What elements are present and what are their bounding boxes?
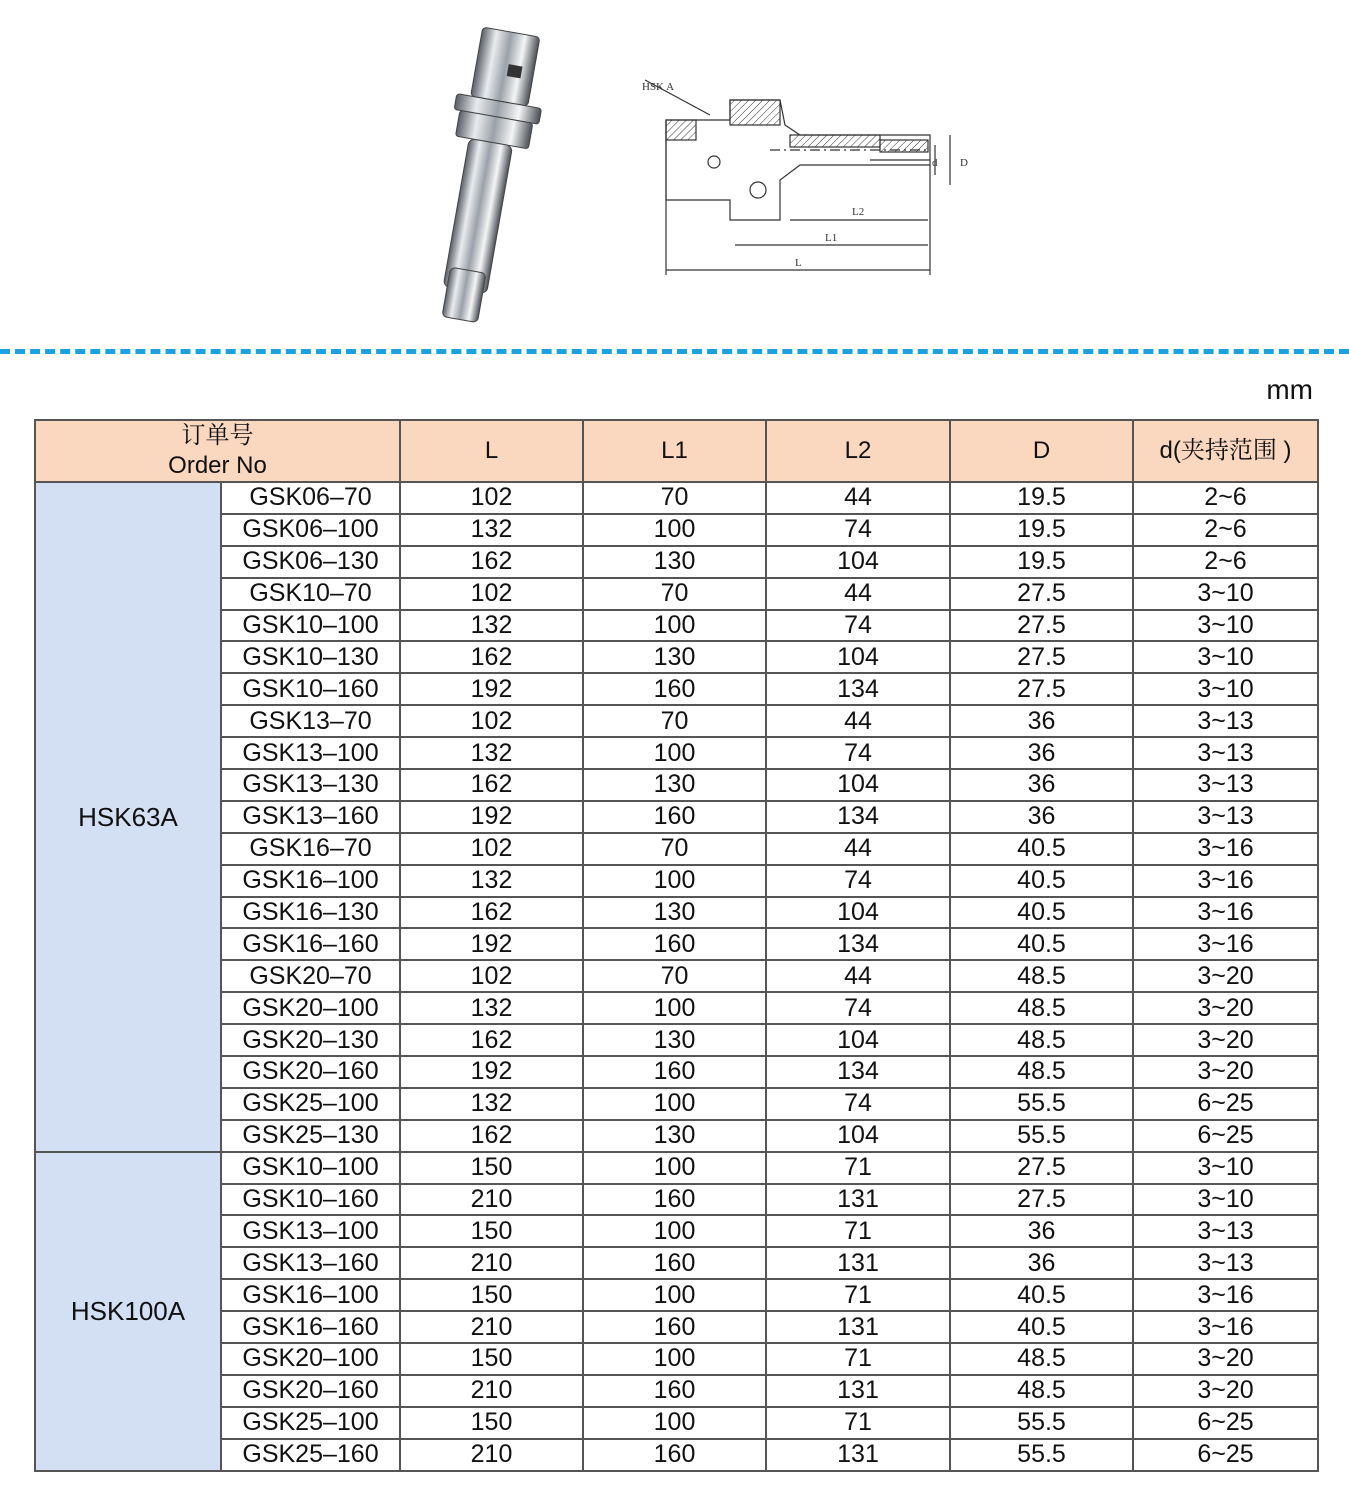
cell-L2: 104 xyxy=(766,641,950,673)
cell-d: 6~25 xyxy=(1133,1120,1318,1152)
cell-d: 3~20 xyxy=(1133,1024,1318,1056)
cell-L: 210 xyxy=(400,1247,583,1279)
cell-d: 6~25 xyxy=(1133,1088,1318,1120)
cell-D: 40.5 xyxy=(950,1311,1133,1343)
drawing-label-d: d xyxy=(932,157,938,169)
drawing-label-l: L xyxy=(795,257,802,269)
cell-D: 19.5 xyxy=(950,514,1133,546)
cell-L1: 160 xyxy=(583,928,766,960)
cell-d: 3~10 xyxy=(1133,673,1318,705)
cell-L2: 44 xyxy=(766,578,950,610)
cell-D: 48.5 xyxy=(950,1375,1133,1407)
header-order-no xyxy=(35,420,400,482)
cell-L1: 100 xyxy=(583,1279,766,1311)
cell-D: 48.5 xyxy=(950,1024,1133,1056)
table-row xyxy=(35,1247,1318,1279)
table-row xyxy=(35,1279,1318,1311)
cell-L1: 160 xyxy=(583,1311,766,1343)
cell-d: 3~13 xyxy=(1133,705,1318,737)
group-label: HSK100A xyxy=(35,1152,221,1471)
cell-L2: 74 xyxy=(766,737,950,769)
cell-L1: 70 xyxy=(583,960,766,992)
cell-L2: 44 xyxy=(766,960,950,992)
cell-L2: 104 xyxy=(766,897,950,929)
cell-D: 36 xyxy=(950,737,1133,769)
cell-order-no: GSK10–160 xyxy=(221,673,400,705)
cell-order-no: GSK13–100 xyxy=(221,1215,400,1247)
table-row xyxy=(35,1184,1318,1216)
cell-L2: 74 xyxy=(766,610,950,642)
cell-order-no: GSK25–100 xyxy=(221,1407,400,1439)
cell-order-no: GSK13–160 xyxy=(221,801,400,833)
cell-order-no: GSK20–100 xyxy=(221,992,400,1024)
cell-D: 40.5 xyxy=(950,1279,1133,1311)
cell-order-no: GSK10–100 xyxy=(221,610,400,642)
cell-L: 150 xyxy=(400,1279,583,1311)
cell-order-no: GSK20–100 xyxy=(221,1343,400,1375)
cell-D: 27.5 xyxy=(950,673,1133,705)
table-row xyxy=(35,1120,1318,1152)
cell-L: 132 xyxy=(400,1088,583,1120)
cell-D: 27.5 xyxy=(950,1152,1133,1184)
cell-L1: 130 xyxy=(583,641,766,673)
technical-drawing xyxy=(630,70,1010,290)
table-row xyxy=(35,1088,1318,1120)
table-row xyxy=(35,928,1318,960)
cell-L2: 74 xyxy=(766,992,950,1024)
cell-order-no: GSK20–160 xyxy=(221,1056,400,1088)
cell-d: 3~20 xyxy=(1133,992,1318,1024)
header-order-cn: 订单号 xyxy=(181,422,254,449)
cell-L1: 100 xyxy=(583,1215,766,1247)
cell-order-no: GSK06–70 xyxy=(221,482,400,514)
cell-L1: 130 xyxy=(583,1120,766,1152)
cell-order-no: GSK16–100 xyxy=(221,1279,400,1311)
table-row xyxy=(35,1343,1318,1375)
group-label: HSK63A xyxy=(35,482,221,1152)
product-figure-area xyxy=(0,0,1349,340)
cell-D: 36 xyxy=(950,769,1133,801)
table-row xyxy=(35,578,1318,610)
cell-L: 210 xyxy=(400,1439,583,1471)
cell-d: 3~20 xyxy=(1133,960,1318,992)
cell-d: 6~25 xyxy=(1133,1439,1318,1471)
cell-D: 55.5 xyxy=(950,1088,1133,1120)
cell-L2: 74 xyxy=(766,865,950,897)
cell-L2: 131 xyxy=(766,1184,950,1216)
cell-D: 55.5 xyxy=(950,1407,1133,1439)
cell-L1: 100 xyxy=(583,865,766,897)
cell-L2: 71 xyxy=(766,1152,950,1184)
cell-L1: 130 xyxy=(583,1024,766,1056)
cell-L: 132 xyxy=(400,610,583,642)
cell-order-no: GSK13–70 xyxy=(221,705,400,737)
cell-L: 210 xyxy=(400,1311,583,1343)
cell-order-no: GSK25–100 xyxy=(221,1088,400,1120)
section-divider xyxy=(0,349,1349,354)
cell-L: 132 xyxy=(400,514,583,546)
cell-L2: 71 xyxy=(766,1215,950,1247)
cell-L: 192 xyxy=(400,673,583,705)
cell-L2: 104 xyxy=(766,546,950,578)
cell-L: 162 xyxy=(400,641,583,673)
drawing-label-l1: L1 xyxy=(825,232,838,244)
cell-L: 102 xyxy=(400,960,583,992)
cell-d: 2~6 xyxy=(1133,482,1318,514)
table-header-row xyxy=(35,420,1318,482)
table-row xyxy=(35,641,1318,673)
spec-table xyxy=(34,419,1319,1472)
cell-L: 192 xyxy=(400,1056,583,1088)
cell-L: 162 xyxy=(400,769,583,801)
cell-L1: 130 xyxy=(583,546,766,578)
cell-D: 40.5 xyxy=(950,928,1133,960)
table-row xyxy=(35,1311,1318,1343)
cell-L: 102 xyxy=(400,578,583,610)
cell-L: 150 xyxy=(400,1152,583,1184)
cell-order-no: GSK20–130 xyxy=(221,1024,400,1056)
cell-D: 27.5 xyxy=(950,1184,1133,1216)
cell-L2: 134 xyxy=(766,1056,950,1088)
cell-L: 132 xyxy=(400,737,583,769)
cell-order-no: GSK16–160 xyxy=(221,1311,400,1343)
cell-L1: 160 xyxy=(583,1375,766,1407)
cell-D: 48.5 xyxy=(950,1343,1133,1375)
cell-D: 27.5 xyxy=(950,578,1133,610)
cell-D: 48.5 xyxy=(950,1056,1133,1088)
header-L2: L2 xyxy=(766,420,950,482)
table-row xyxy=(35,737,1318,769)
cell-L: 102 xyxy=(400,482,583,514)
header-d: d(夹持范围 ) xyxy=(1133,420,1318,482)
cell-L: 102 xyxy=(400,833,583,865)
cell-L1: 70 xyxy=(583,705,766,737)
cell-D: 48.5 xyxy=(950,960,1133,992)
cell-order-no: GSK13–100 xyxy=(221,737,400,769)
cell-d: 3~10 xyxy=(1133,578,1318,610)
cell-d: 3~16 xyxy=(1133,865,1318,897)
cell-order-no: GSK10–130 xyxy=(221,641,400,673)
cell-L1: 160 xyxy=(583,1056,766,1088)
cell-L: 192 xyxy=(400,801,583,833)
cell-L2: 134 xyxy=(766,801,950,833)
cell-D: 55.5 xyxy=(950,1439,1133,1471)
cell-L1: 160 xyxy=(583,1184,766,1216)
table-body xyxy=(35,482,1318,1471)
cell-L: 210 xyxy=(400,1184,583,1216)
cell-L1: 100 xyxy=(583,610,766,642)
cell-d: 6~25 xyxy=(1133,1407,1318,1439)
cell-L: 210 xyxy=(400,1375,583,1407)
cell-D: 36 xyxy=(950,705,1133,737)
cell-D: 27.5 xyxy=(950,610,1133,642)
table-row xyxy=(35,1407,1318,1439)
cell-L: 162 xyxy=(400,1120,583,1152)
cell-d: 2~6 xyxy=(1133,514,1318,546)
cell-d: 3~10 xyxy=(1133,641,1318,673)
cell-D: 40.5 xyxy=(950,897,1133,929)
cell-L1: 100 xyxy=(583,1407,766,1439)
cell-D: 40.5 xyxy=(950,865,1133,897)
cell-d: 3~20 xyxy=(1133,1056,1318,1088)
table-row xyxy=(35,769,1318,801)
cell-order-no: GSK06–100 xyxy=(221,514,400,546)
cell-D: 40.5 xyxy=(950,833,1133,865)
cell-L2: 104 xyxy=(766,1024,950,1056)
unit-label: mm xyxy=(1266,374,1313,405)
cell-L2: 44 xyxy=(766,482,950,514)
cell-order-no: GSK25–160 xyxy=(221,1439,400,1471)
cell-L2: 134 xyxy=(766,928,950,960)
cell-L2: 74 xyxy=(766,514,950,546)
cell-D: 19.5 xyxy=(950,546,1133,578)
table-row xyxy=(35,673,1318,705)
cell-order-no: GSK13–160 xyxy=(221,1247,400,1279)
cell-D: 36 xyxy=(950,801,1133,833)
cell-L2: 71 xyxy=(766,1407,950,1439)
cell-L2: 74 xyxy=(766,1088,950,1120)
cell-d: 3~13 xyxy=(1133,737,1318,769)
cell-L: 150 xyxy=(400,1343,583,1375)
cell-d: 3~16 xyxy=(1133,928,1318,960)
table-row xyxy=(35,801,1318,833)
cell-L1: 100 xyxy=(583,737,766,769)
cell-L: 162 xyxy=(400,546,583,578)
cell-L1: 100 xyxy=(583,1343,766,1375)
cell-order-no: GSK25–130 xyxy=(221,1120,400,1152)
cell-L2: 131 xyxy=(766,1375,950,1407)
table-row xyxy=(35,482,1318,514)
header-order-en: Order No xyxy=(168,452,267,479)
cell-D: 36 xyxy=(950,1215,1133,1247)
cell-order-no: GSK16–130 xyxy=(221,897,400,929)
table-row xyxy=(35,865,1318,897)
cell-L: 102 xyxy=(400,705,583,737)
table-row xyxy=(35,1152,1318,1184)
table-row xyxy=(35,514,1318,546)
header-L: L xyxy=(400,420,583,482)
cell-L2: 104 xyxy=(766,769,950,801)
table-row xyxy=(35,1439,1318,1471)
cell-order-no: GSK16–160 xyxy=(221,928,400,960)
cell-order-no: GSK16–100 xyxy=(221,865,400,897)
cell-d: 3~20 xyxy=(1133,1343,1318,1375)
cell-d: 3~10 xyxy=(1133,610,1318,642)
cell-d: 2~6 xyxy=(1133,546,1318,578)
cell-order-no: GSK10–70 xyxy=(221,578,400,610)
cell-d: 3~16 xyxy=(1133,1279,1318,1311)
cell-d: 3~10 xyxy=(1133,1152,1318,1184)
cell-L1: 70 xyxy=(583,833,766,865)
cell-d: 3~20 xyxy=(1133,1375,1318,1407)
cell-d: 3~16 xyxy=(1133,833,1318,865)
table-row xyxy=(35,610,1318,642)
table-row xyxy=(35,833,1318,865)
cell-L: 150 xyxy=(400,1407,583,1439)
cell-L: 162 xyxy=(400,1024,583,1056)
cell-d: 3~16 xyxy=(1133,897,1318,929)
cell-L1: 100 xyxy=(583,992,766,1024)
drawing-label-hsk: HSK A xyxy=(642,81,675,93)
cell-L1: 130 xyxy=(583,769,766,801)
drawing-label-l2: L2 xyxy=(852,206,865,218)
cell-L: 132 xyxy=(400,992,583,1024)
cell-L2: 131 xyxy=(766,1439,950,1471)
table-row xyxy=(35,992,1318,1024)
cell-D: 19.5 xyxy=(950,482,1133,514)
cell-order-no: GSK10–160 xyxy=(221,1184,400,1216)
table-row xyxy=(35,705,1318,737)
cell-order-no: GSK16–70 xyxy=(221,833,400,865)
cell-L2: 71 xyxy=(766,1343,950,1375)
cell-D: 36 xyxy=(950,1247,1133,1279)
table-row xyxy=(35,1024,1318,1056)
table-row xyxy=(35,546,1318,578)
header-D: D xyxy=(950,420,1133,482)
cell-D: 27.5 xyxy=(950,641,1133,673)
cell-L1: 70 xyxy=(583,482,766,514)
cell-L2: 134 xyxy=(766,673,950,705)
cell-L1: 160 xyxy=(583,1439,766,1471)
cell-L1: 160 xyxy=(583,1247,766,1279)
tool-holder-photo xyxy=(385,20,565,330)
cell-L2: 71 xyxy=(766,1279,950,1311)
cell-D: 48.5 xyxy=(950,992,1133,1024)
drawing-label-D: D xyxy=(960,157,968,169)
cell-order-no: GSK06–130 xyxy=(221,546,400,578)
cell-L2: 104 xyxy=(766,1120,950,1152)
cell-D: 55.5 xyxy=(950,1120,1133,1152)
cell-order-no: GSK13–130 xyxy=(221,769,400,801)
cell-order-no: GSK20–160 xyxy=(221,1375,400,1407)
cell-d: 3~16 xyxy=(1133,1311,1318,1343)
cell-L1: 100 xyxy=(583,1088,766,1120)
cell-L: 132 xyxy=(400,865,583,897)
cell-L1: 100 xyxy=(583,514,766,546)
cell-L2: 131 xyxy=(766,1311,950,1343)
cell-d: 3~13 xyxy=(1133,769,1318,801)
cell-L1: 160 xyxy=(583,673,766,705)
cell-L2: 131 xyxy=(766,1247,950,1279)
cell-L2: 44 xyxy=(766,705,950,737)
cell-L: 192 xyxy=(400,928,583,960)
cell-d: 3~13 xyxy=(1133,801,1318,833)
cell-d: 3~13 xyxy=(1133,1215,1318,1247)
cell-L: 162 xyxy=(400,897,583,929)
cell-L1: 70 xyxy=(583,578,766,610)
cell-L1: 130 xyxy=(583,897,766,929)
cell-d: 3~13 xyxy=(1133,1247,1318,1279)
table-row xyxy=(35,960,1318,992)
cell-order-no: GSK20–70 xyxy=(221,960,400,992)
cell-L: 150 xyxy=(400,1215,583,1247)
table-row xyxy=(35,1056,1318,1088)
table-row xyxy=(35,1375,1318,1407)
table-row xyxy=(35,897,1318,929)
table-row xyxy=(35,1215,1318,1247)
cell-L1: 160 xyxy=(583,801,766,833)
cell-L1: 100 xyxy=(583,1152,766,1184)
cell-L2: 44 xyxy=(766,833,950,865)
header-L1: L1 xyxy=(583,420,766,482)
cell-d: 3~10 xyxy=(1133,1184,1318,1216)
cell-order-no: GSK10–100 xyxy=(221,1152,400,1184)
